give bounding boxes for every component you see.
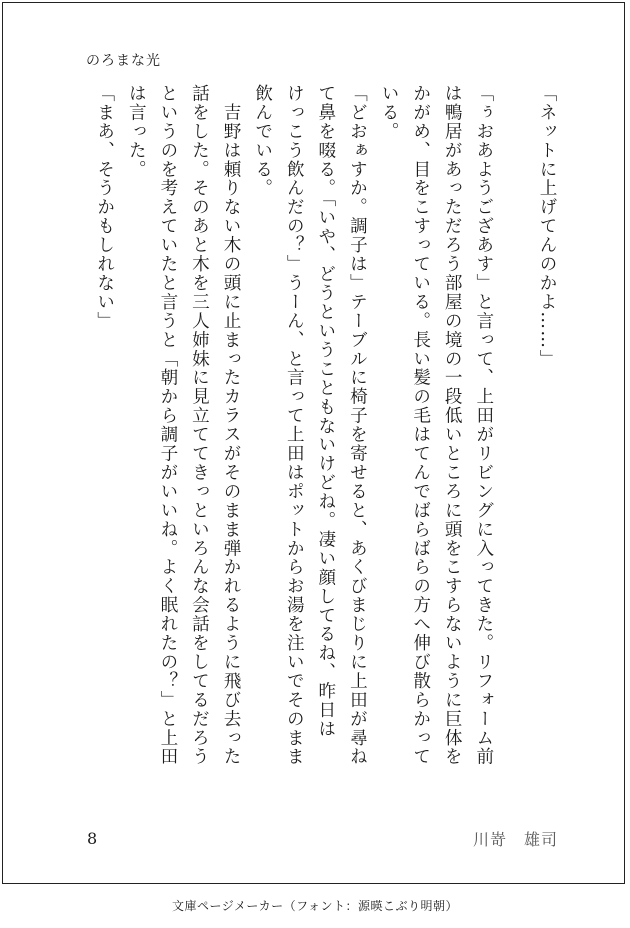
novel-text-body xyxy=(88,84,562,804)
text-line xyxy=(499,84,531,804)
page-number: 8 xyxy=(87,829,98,848)
text-line: かがめ、目をこすっている。長い髪の毛はてんでばらばらの方へ伸び散らかって xyxy=(410,84,431,767)
text-line: 飲んでいる。 xyxy=(252,84,273,198)
text-line: 「ぅおあようござあす」と言って、上田がリビングに入ってきた。リフォーム前 xyxy=(473,84,494,767)
text-line: 「どおぁすか。調子は」テーブルに椅子を寄せると、あくびまじりに上田が尋ね xyxy=(347,84,368,767)
text-line: は鴨居があっただろう部屋の境の一段低いところに頭をこすらないように巨体を xyxy=(442,84,463,767)
generator-credit: 文庫ページメーカー（フォント：源暎こぶり明朝） xyxy=(171,899,459,913)
text-line: 話をした。そのあと木を三人姉妹に見立ててきっといろんな会話をしてるだろう xyxy=(189,84,210,767)
text-line: は言った。 xyxy=(126,84,147,179)
text-line: 吉野は頼りない木の頭に止まったカラスがそのまま弾かれるように飛び去った xyxy=(221,84,242,767)
text-line: 「ネットに上げてんのかよ……」 xyxy=(537,84,557,369)
text-line: というのを考えていたと言うと「朝から調子がいいね。よく眠れたの？」と上田 xyxy=(157,84,178,767)
text-line: けっこう飲んだの？」うーん、と言って上田はポットからお湯を注いでそのまま xyxy=(284,84,305,767)
text-line: いる。 xyxy=(379,84,400,141)
text-line: 「まあ、そうかもしれない」 xyxy=(94,84,115,331)
text-line: て鼻を啜る。「いや、どうということもないけどね。凄い顔してるね、昨日は xyxy=(315,84,336,739)
running-title: のろまな光 xyxy=(86,53,161,69)
author-name: 川嵜 雄司 xyxy=(473,830,559,849)
page-frame xyxy=(2,2,625,884)
